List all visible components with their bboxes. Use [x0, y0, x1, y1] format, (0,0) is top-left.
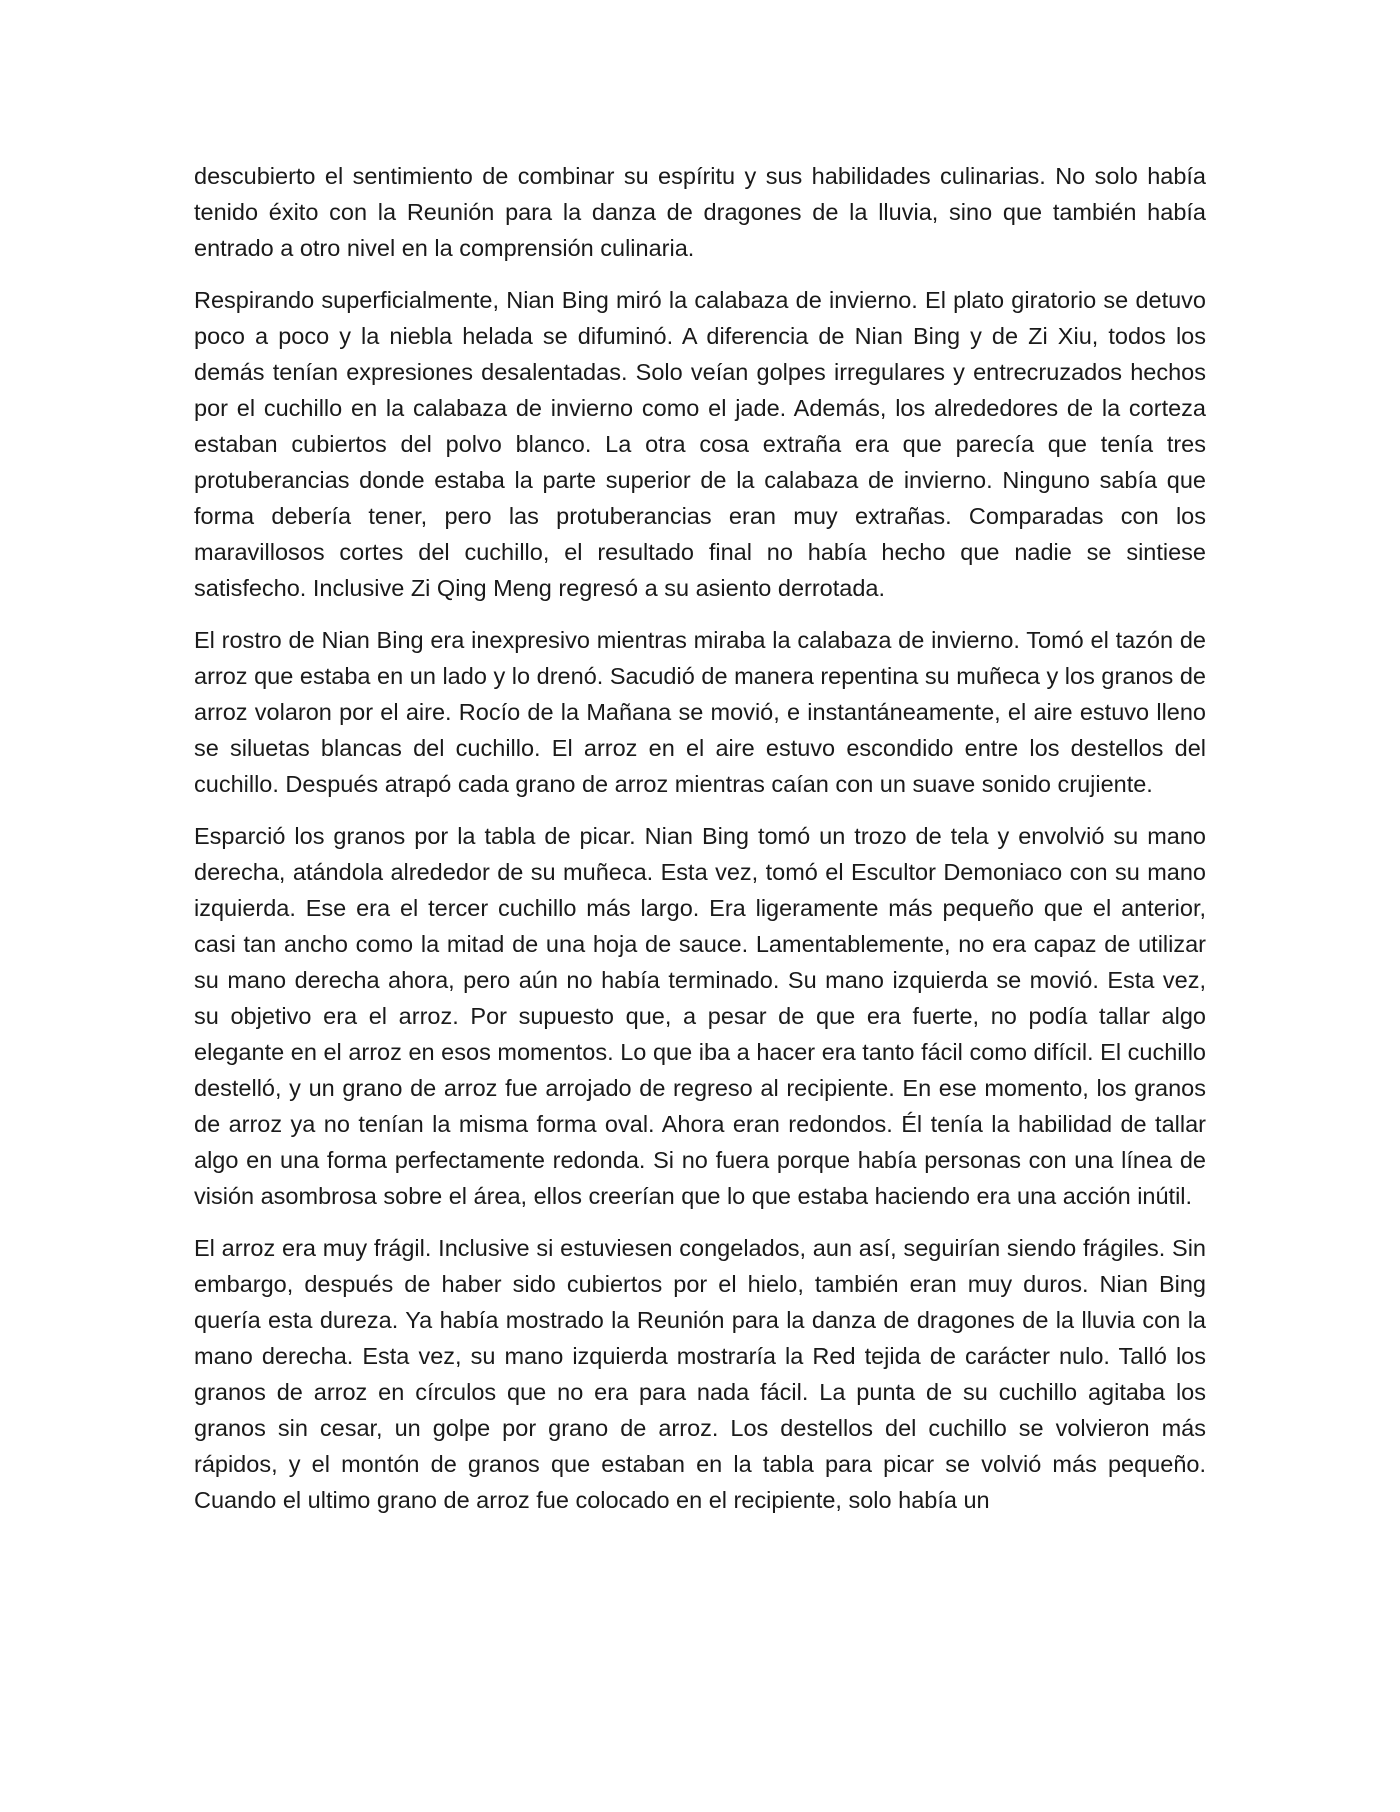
- paragraph-4: Esparció los granos por la tabla de picar. Nian Bing tomó un trozo de tela y envolvió su mano derecha, atándola alrededor de su muñeca. Esta vez, tomó el Escultor Demoniaco con su mano izquierda. Ese era el tercer cuchillo más largo. Era ligeramente más pequeño que el anterior, casi tan ancho como la mitad de una hoja de sauce. Lamentablemente, no era capaz de utilizar su mano derecha ahora, pero aún no había terminado. Su mano izquierda se movió. Esta vez, su objetivo era el arroz. Por supuesto que, a pesar de que era fuerte, no podía tallar algo elegante en el arroz en esos momentos. Lo que iba a hacer era tanto fácil como difícil. El cuchillo destelló, y un grano de arroz fue arrojado de regreso al recipiente. En ese momento, los granos de arroz ya no tenían la misma forma oval. Ahora eran redondos. Él tenía la habilidad de tallar algo en una forma perfectamente redonda. Si no fuera porque había personas con una línea de visión asombrosa sobre el área, ellos creerían que lo que estaba haciendo era una acción inútil.: [194, 823, 1206, 1209]
- paragraph-3: El rostro de Nian Bing era inexpresivo mientras miraba la calabaza de invierno. Tomó el tazón de arroz que estaba en un lado y lo drenó. Sacudió de manera repentina su muñeca y los granos de arroz volaron por el aire. Rocío de la Mañana se movió, e instantáneamente, el aire estuvo lleno se siluetas blancas del cuchillo. El arroz en el aire estuvo escondido entre los destellos del cuchillo. Después atrapó cada grano de arroz mientras caían con un suave sonido crujiente.: [194, 627, 1206, 797]
- paragraph-5: El arroz era muy frágil. Inclusive si estuviesen congelados, aun así, seguirían siendo frágiles. Sin embargo, después de haber sido cubiertos por el hielo, también eran muy duros. Nian Bing quería esta dureza. Ya había mostrado la Reunión para la danza de dragones de la lluvia con la mano derecha. Esta vez, su mano izquierda mostraría la Red tejida de carácter nulo. Talló los granos de arroz en círculos que no era para nada fácil. La punta de su cuchillo agitaba los granos sin cesar, un golpe por grano de arroz. Los destellos del cuchillo se volvieron más rápidos, y el montón de granos que estaban en la tabla para picar se volvió más pequeño. Cuando el ultimo grano de arroz fue colocado en el recipiente, solo había un: [194, 1235, 1206, 1513]
- document-page: [194, 158, 1206, 1534]
- paragraph-1: descubierto el sentimiento de combinar su espíritu y sus habilidades culinarias. No solo había tenido éxito con la Reunión para la danza de dragones de la lluvia, sino que también había entrado a otro nivel en la comprensión culinaria.: [194, 163, 1206, 261]
- paragraph-2: Respirando superficialmente, Nian Bing miró la calabaza de invierno. El plato giratorio se detuvo poco a poco y la niebla helada se difuminó. A diferencia de Nian Bing y de Zi Xiu, todos los demás tenían expresiones desalentadas. Solo veían golpes irregulares y entrecruzados hechos por el cuchillo en la calabaza de invierno como el jade. Además, los alrededores de la corteza estaban cubiertos del polvo blanco. La otra cosa extraña era que parecía que tenía tres protuberancias donde estaba la parte superior de la calabaza de invierno. Ninguno sabía que forma debería tener, pero las protuberancias eran muy extrañas. Comparadas con los maravillosos cortes del cuchillo, el resultado final no había hecho que nadie se sintiese satisfecho. Inclusive Zi Qing Meng regresó a su asiento derrotada.: [194, 287, 1206, 601]
